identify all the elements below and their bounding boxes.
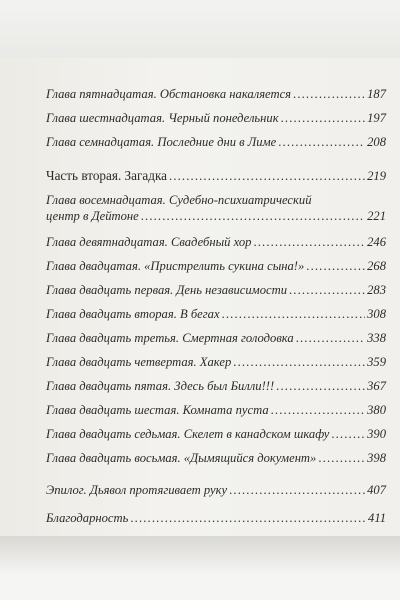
toc-entry-page: 187	[367, 87, 386, 101]
toc-entry-page: 197	[367, 111, 386, 125]
toc-entry-page: 246	[367, 235, 386, 249]
toc-entry	[46, 134, 386, 150]
toc-entry-title: Глава двадцать восьмая. «Дымящийся документ»	[46, 451, 317, 465]
toc-entry-title: Глава двадцатая. «Пристрелить сукина сына!»	[46, 259, 305, 273]
toc-leader-dots	[306, 258, 365, 274]
toc-entry-title: Глава двадцать первая. День независимости	[46, 283, 287, 297]
toc-entry-title: Глава семнадцатая. Последние дни в Лиме	[46, 135, 277, 149]
toc-leader-dots	[253, 234, 365, 250]
toc-entry	[46, 306, 386, 322]
toc-entry-title: Глава восемнадцатая. Судебно-психиатрический	[46, 193, 312, 207]
toc-entry-page: 338	[367, 331, 386, 345]
toc-leader-dots	[130, 510, 366, 526]
toc-leader-dots	[296, 330, 365, 346]
toc-entry	[46, 402, 386, 418]
toc-leader-dots	[141, 208, 365, 224]
toc-entry-epilogue	[46, 482, 386, 498]
toc-entry-title: Глава девятнадцатая. Свадебный хор	[46, 235, 252, 249]
book-page	[0, 58, 400, 536]
toc-entry-page: 390	[367, 427, 386, 441]
toc-leader-dots	[289, 282, 365, 298]
toc-entry	[46, 110, 386, 126]
toc-entry	[46, 192, 386, 224]
toc-entry-title-cont: центр в Дейтоне	[46, 209, 139, 223]
toc-entry-page: 411	[368, 511, 386, 525]
toc-entry-page: 407	[367, 483, 386, 497]
toc-entry	[46, 282, 386, 298]
toc-entry-title: Глава двадцать вторая. В бегах	[46, 307, 220, 321]
toc-leader-dots	[318, 450, 365, 466]
toc-leader-dots	[293, 86, 365, 102]
toc-leader-dots	[278, 134, 365, 150]
toc-leader-dots	[169, 168, 365, 184]
toc-entry	[46, 354, 386, 370]
toc-entry-page: 268	[367, 259, 386, 273]
toc-leader-dots	[281, 110, 366, 126]
toc-entry	[46, 426, 386, 442]
toc-entry	[46, 234, 386, 250]
toc-entry-page: 380	[367, 403, 386, 417]
scan-top-edge	[0, 0, 400, 58]
toc-entry-title: Глава пятнадцатая. Обстановка накаляется	[46, 87, 292, 101]
toc-leader-dots	[331, 426, 365, 442]
toc-entry-page: 283	[367, 283, 386, 297]
toc-entry	[46, 86, 386, 102]
toc-leader-dots	[276, 378, 365, 394]
toc-leader-dots	[233, 354, 365, 370]
toc-entry	[46, 378, 386, 394]
toc-entry-title: Эпилог. Дьявол протягивает руку	[46, 483, 228, 497]
toc-entry-page: 398	[367, 451, 386, 465]
toc-entry-page: 359	[367, 355, 386, 369]
toc-entry-title: Часть вторая. Загадка	[46, 168, 168, 183]
toc-entry-title: Благодарность	[46, 511, 129, 525]
toc-entry-line2	[46, 208, 386, 224]
toc-entry-page: 308	[367, 307, 386, 321]
toc-entry	[46, 258, 386, 274]
toc-entry-title: Глава двадцать шестая. Комната пуста	[46, 403, 269, 417]
toc-entry-title: Глава двадцать третья. Смертная голодовка	[46, 331, 294, 345]
toc-entry-acknowledgements	[46, 510, 386, 526]
toc-entry-title: Глава шестнадцатая. Черный понедельник	[46, 111, 279, 125]
toc-part-heading	[46, 168, 386, 184]
toc-entry-page: 221	[367, 209, 386, 223]
toc-leader-dots	[222, 306, 366, 322]
toc-leader-dots	[271, 402, 365, 418]
toc-entry	[46, 330, 386, 346]
toc-entry-title: Глава двадцать седьмая. Скелет в канадском шкафу	[46, 427, 330, 441]
toc-entry-title: Глава двадцать пятая. Здесь был Билли!!!	[46, 379, 275, 393]
toc-entry-title: Глава двадцать четвертая. Хакер	[46, 355, 232, 369]
toc-entry	[46, 450, 386, 466]
toc-leader-dots	[229, 482, 365, 498]
toc-entry-page: 367	[367, 379, 386, 393]
toc-entry-page: 208	[367, 135, 386, 149]
scan-bottom-edge	[0, 536, 400, 600]
toc-entry-page: 219	[367, 169, 386, 183]
